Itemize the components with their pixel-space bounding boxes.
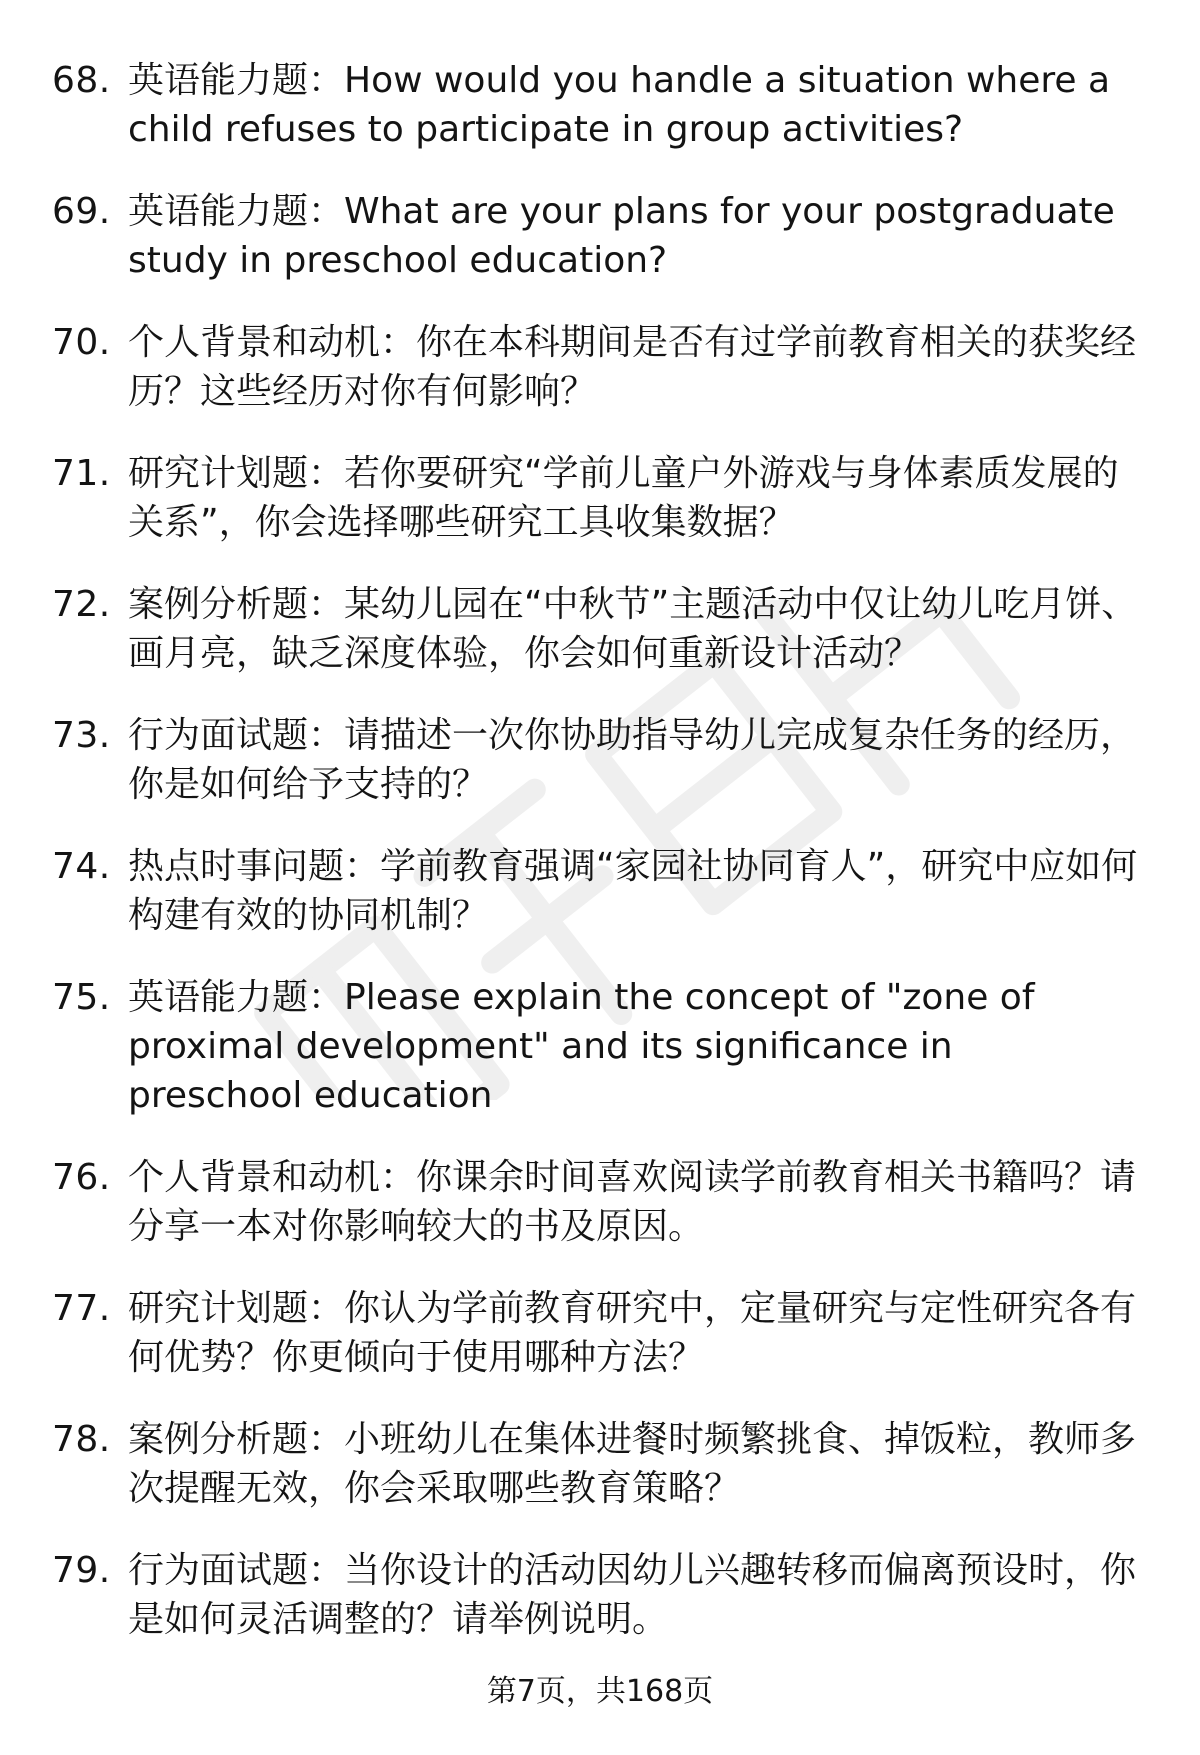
question-text: 案例分析题：小班幼儿在集体进餐时频繁挑食、掉饭粒，教师多次提醒无效，你会采取哪些教育策略？ <box>128 1419 1137 1509</box>
question-text: 研究计划题：你认为学前教育研究中，定量研究与定性研究各有何优势？你更倾向于使用哪种方法？ <box>128 1288 1137 1378</box>
question-item-79 <box>0 1546 1200 1644</box>
question-number: 77. <box>52 1288 111 1329</box>
question-number: 79. <box>52 1550 111 1591</box>
question-text: 个人背景和动机：你在本科期间是否有过学前教育相关的获奖经历？这些经历对你有何影响？ <box>128 322 1137 412</box>
question-number: 72. <box>52 584 111 625</box>
question-text: 行为面试题：当你设计的活动因幼儿兴趣转移而偏离预设时，你是如何灵活调整的？请举例说明。 <box>128 1550 1137 1640</box>
question-text: 热点时事问题：学前教育强调“家园社协同育人”，研究中应如何构建有效的协同机制？ <box>128 846 1138 936</box>
question-text: 英语能力题：What are your plans for your postgraduate study in preschool education? <box>128 191 1115 281</box>
question-item-72 <box>0 580 1200 678</box>
question-text: 英语能力题：How would you handle a situation where a child refuses to participate in group activities? <box>128 60 1111 150</box>
question-item-77 <box>0 1284 1200 1382</box>
question-item-76 <box>0 1153 1200 1251</box>
question-number: 74. <box>52 846 111 887</box>
question-item-73 <box>0 711 1200 809</box>
question-list <box>0 56 1200 1677</box>
page-number-label: 第7页，共168页 <box>486 1674 714 1709</box>
question-text: 个人背景和动机：你课余时间喜欢阅读学前教育相关书籍吗？请分享一本对你影响较大的书及原因。 <box>128 1157 1137 1247</box>
question-number: 75. <box>52 977 111 1018</box>
question-number: 68. <box>52 60 111 101</box>
question-text: 案例分析题：某幼儿园在“中秋节”主题活动中仅让幼儿吃月饼、画月亮，缺乏深度体验，你会如何重新设计活动？ <box>128 584 1138 674</box>
question-number: 70. <box>52 322 111 363</box>
question-item-69 <box>0 187 1200 285</box>
question-number: 78. <box>52 1419 111 1460</box>
question-item-74 <box>0 842 1200 940</box>
question-item-70 <box>0 318 1200 416</box>
question-text: 英语能力题：Please explain the concept of "zone of proximal development" and its significance in preschool education <box>128 977 1035 1116</box>
question-number: 76. <box>52 1157 111 1198</box>
question-number: 73. <box>52 715 111 756</box>
question-item-75 <box>0 973 1200 1120</box>
question-item-71 <box>0 449 1200 547</box>
question-text: 行为面试题：请描述一次你协助指导幼儿完成复杂任务的经历，你是如何给予支持的？ <box>128 715 1137 805</box>
question-number: 71. <box>52 453 111 494</box>
question-text: 研究计划题：若你要研究“学前儿童户外游戏与身体素质发展的关系”，你会选择哪些研究工具收集数据？ <box>128 453 1119 543</box>
question-number: 69. <box>52 191 111 232</box>
question-item-68 <box>0 56 1200 154</box>
question-item-78 <box>0 1415 1200 1513</box>
page-footer <box>0 1672 1200 1712</box>
